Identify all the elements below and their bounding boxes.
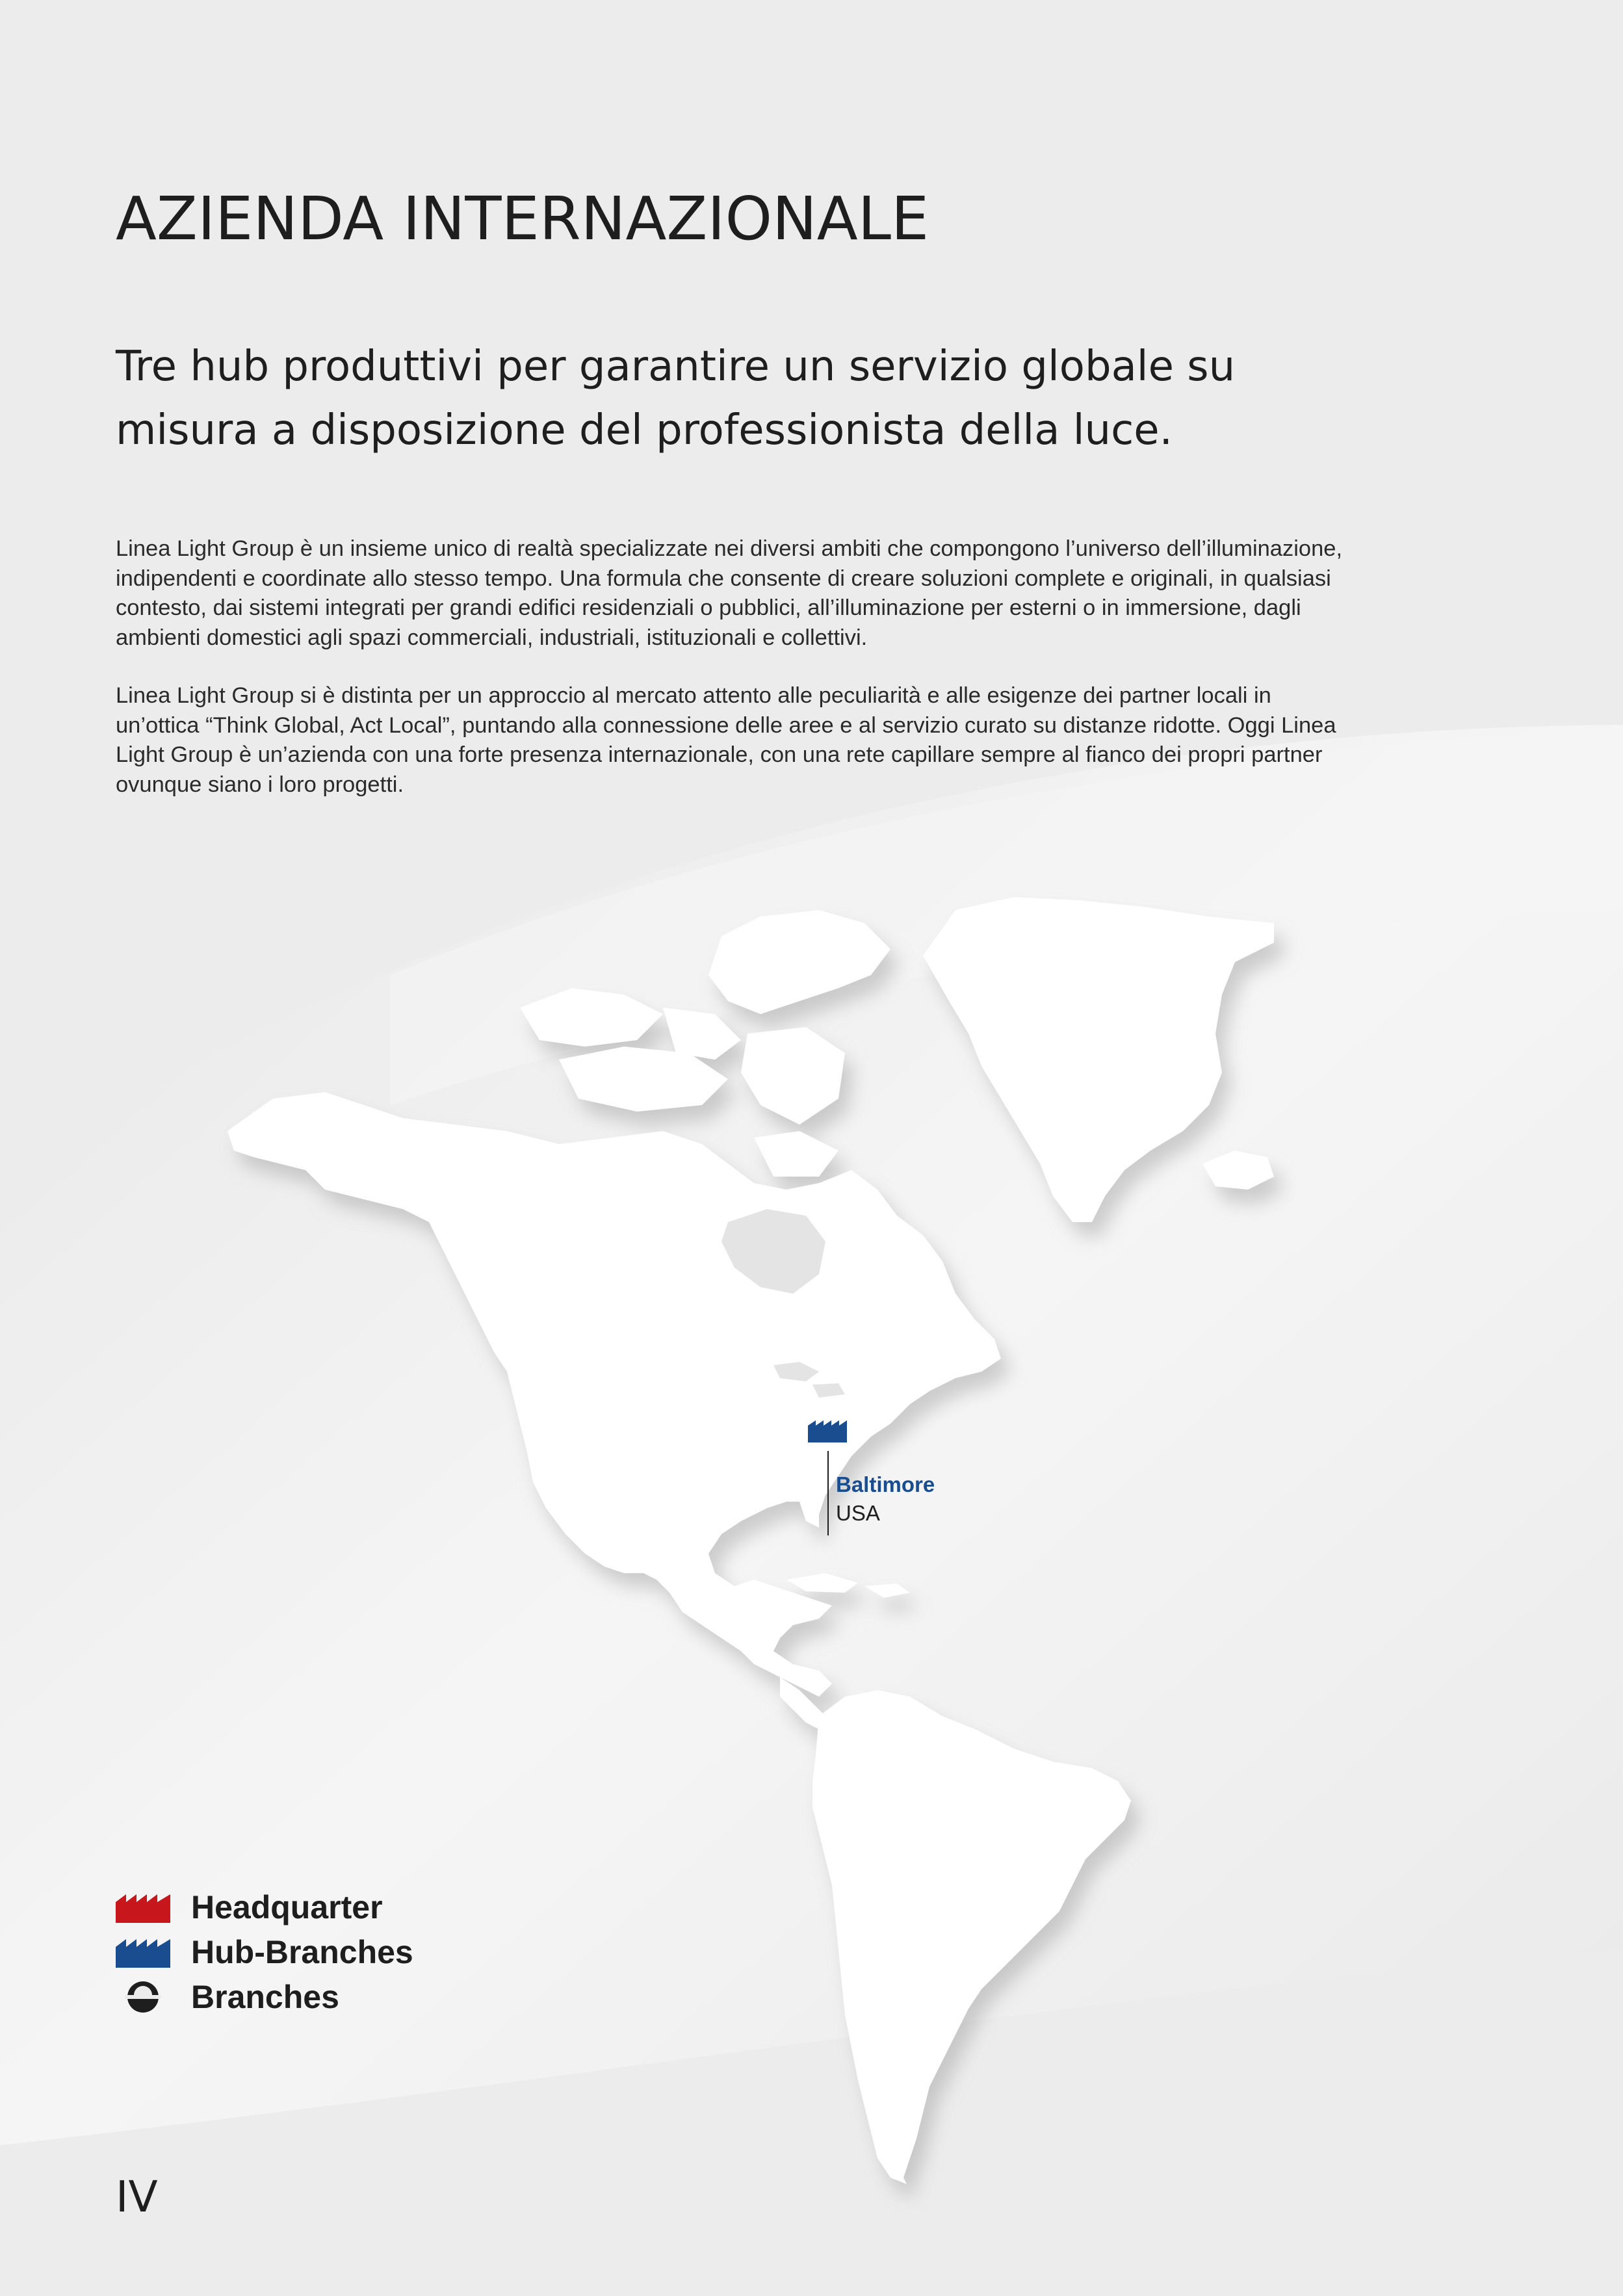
iceland-shape xyxy=(1202,1151,1274,1190)
paragraph-line: contesto, dai sistemi integrati per grandi edifici residenziali o pubblici, all’illuminazione per esterni o in immersione, dagli xyxy=(116,595,1301,620)
paragraph-line: Linea Light Group è un insieme unico di realtà specializzate nei diversi ambiti che compongono l’universo dell’illuminazione, xyxy=(116,536,1343,561)
page-number: IV xyxy=(116,2172,158,2222)
branch-circle-icon xyxy=(116,1980,170,2014)
marker-city: Baltimore xyxy=(836,1472,935,1496)
marker-country: USA xyxy=(836,1501,880,1525)
factory-icon xyxy=(116,1893,170,1923)
legend-label: Branches xyxy=(191,1979,339,2015)
marker-label xyxy=(836,1470,935,1528)
subtitle-line: misura a disposizione del professionista della luce. xyxy=(116,406,1173,454)
legend-label: Headquarter xyxy=(191,1889,383,1925)
north-america-shape xyxy=(227,1092,1001,1697)
factory-icon xyxy=(116,1938,170,1968)
paragraph-line: ambienti domestici agli spazi commerciali, industriali, istituzionali e collettivi. xyxy=(116,625,868,650)
hub-branch-icon[interactable] xyxy=(808,1419,847,1442)
arctic-islands-shape xyxy=(708,910,890,1014)
paragraph-line: Linea Light Group si è distinta per un approccio al mercato attento alle peculiarità e alle esigenze dei partner locali in xyxy=(116,683,1271,708)
paragraph-line: un’ottica “Think Global, Act Local”, puntando alla connessione delle aree e al servizio curato su distanze ridotte. Oggi Linea xyxy=(116,712,1336,738)
marker-line xyxy=(827,1451,829,1535)
south-america-shape xyxy=(812,1690,1131,2184)
paragraph-line: indipendenti e coordinate allo stesso tempo. Una formula che consente di creare soluzioni complete e originali, in qualsiasi xyxy=(116,566,1331,591)
paragraph-line: ovunque siano i loro progetti. xyxy=(116,772,404,797)
paragraph-line: Light Group è un’azienda con una forte presenza internazionale, con una rete capillare sempre al fianco dei propri partner xyxy=(116,742,1323,767)
subtitle-line: Tre hub produttivi per garantire un servizio globale su xyxy=(116,343,1236,391)
legend-label: Hub-Branches xyxy=(191,1934,413,1970)
page-title: AZIENDA INTERNAZIONALE xyxy=(116,184,929,254)
